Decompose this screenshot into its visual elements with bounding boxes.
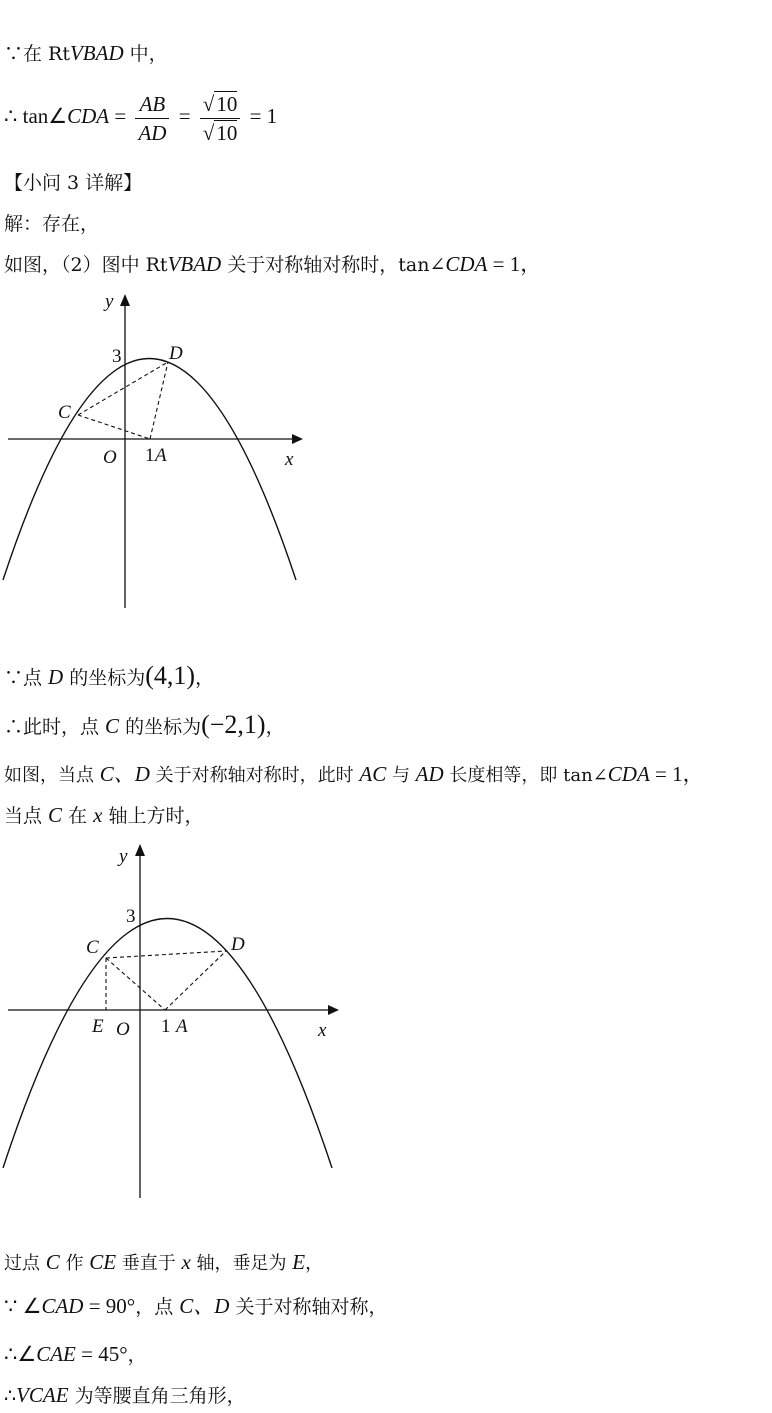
math-value: = 90° [83,1294,136,1318]
fraction-numerator: √10 [200,90,241,119]
math-angle: CDA [607,762,650,786]
section-heading: 【小问 3 详解】 [4,172,143,194]
y-axis-arrow [135,844,145,856]
y-axis-label: y [119,846,128,867]
segment-cd [78,362,168,415]
fraction-denominator: √10 [202,120,238,145]
text-span: 与 [386,765,416,786]
text-span: = 1， [649,762,704,786]
math-segment: AC [359,762,387,786]
math-coordinate: (−2,1) [201,710,266,739]
equation-tan-cda [4,86,277,147]
tick-label-3: 3 [112,346,122,367]
point-c-label: C [86,937,99,958]
tick-label-3: 3 [126,906,136,927]
math-triangle: VCAE [16,1383,69,1407]
text-span: 长度相等，即 tan∠ [443,765,608,786]
text-line-answer: 解：存在， [4,213,100,235]
text-span: 关于对称轴对称时，tan∠ [221,254,446,276]
math-segment: AD [415,762,444,786]
math-points: C、D [99,762,150,786]
math-variable: x [93,803,103,827]
text-span: 当点 [4,805,49,827]
fraction-numerator: AB [135,90,169,119]
point-e-label: E [92,1016,104,1037]
math-point: C [105,714,120,738]
parabola-curve [3,359,296,581]
math-result: = 1 [244,104,278,128]
text-span: ∴此时，点 [4,716,106,738]
point-c-label: C [58,402,71,423]
figure-2-parabola [0,835,345,1205]
text-line-11 [4,1293,387,1320]
sqrt-radicand: 10 [216,120,238,145]
text-span: ∵在 Rt [4,43,70,65]
point-d-label: D [169,343,183,364]
math-triangle: VBAD [167,252,222,276]
text-span: ， [305,1253,324,1274]
x-axis-label: x [285,449,294,470]
text-span: 中， [123,43,168,65]
segment-ca [106,958,165,1010]
segment-ca [78,415,150,439]
segment-ad [150,362,168,439]
text-span: ，点 [135,1296,180,1318]
math-angle: CAE [36,1342,76,1366]
fraction-denominator: AD [138,120,167,145]
point-a-label: A [176,1016,188,1037]
text-span: 的坐标为 [63,667,146,689]
fraction-sqrt10 [200,90,241,147]
math-text: ∴ tan∠ [4,104,68,128]
fraction-ab-ad [135,90,169,147]
origin-label: O [103,447,117,468]
parabola-curve [3,919,332,1169]
text-line-8 [4,761,704,789]
text-span: 轴，垂足为 [190,1253,293,1274]
math-coordinate: (4,1) [145,661,196,690]
x-axis-arrow [292,434,303,444]
segment-ad [165,951,226,1010]
text-span: ∴ [4,1385,17,1407]
tick-label-1: 1 [161,1016,171,1037]
math-angle: CDA [445,252,488,276]
text-span: 作 [59,1253,90,1274]
math-variable: x [181,1250,191,1274]
text-span: 的坐标为 [119,716,202,738]
text-line-6 [4,663,214,691]
text-span: 如图，（2）图中 Rt [4,254,168,276]
text-line-5 [4,251,541,278]
text-span: ， [127,1344,147,1366]
text-span: ∵点 [4,667,49,689]
text-span: 垂直于 [116,1253,182,1274]
math-point: E [292,1250,306,1274]
tick-label-1: 1 [145,445,155,466]
y-axis-arrow [120,294,130,306]
x-axis-label: x [318,1020,327,1041]
text-span: 关于对称轴对称时，此时 [149,765,360,786]
math-point: C [48,803,63,827]
segment-cd [106,951,226,958]
text-span: 过点 [4,1253,46,1274]
text-span: 如图，当点 [4,765,100,786]
math-angle: CAD [41,1294,84,1318]
text-span: 关于对称轴对称， [229,1296,388,1318]
text-span: ， [195,667,215,689]
point-a-label: A [155,445,167,466]
math-point: D [48,665,64,689]
math-text: ∵ ∠ [4,1294,42,1318]
point-d-label: D [231,934,245,955]
text-span: 为等腰直角三角形， [68,1385,246,1407]
text-line-10 [4,1249,323,1277]
text-span: 在 [62,805,94,827]
text-line-9 [4,802,204,829]
math-triangle: VBAD [69,41,124,65]
figure-1-parabola [0,285,320,615]
text-span: 轴上方时， [102,805,204,827]
origin-label: O [116,1019,130,1040]
math-equals: = [109,104,132,128]
sqrt-radicand: 10 [216,91,238,116]
text-line-1 [4,40,168,67]
math-text: ∴∠ [4,1342,37,1366]
y-axis-label: y [105,291,114,312]
math-point: C [45,1250,60,1274]
text-span: = 1， [487,252,542,276]
text-line-13 [4,1382,246,1409]
math-value: = 45° [75,1342,128,1366]
text-line-7 [4,712,285,740]
math-angle: CDA [67,104,110,128]
math-equals: = [173,104,196,128]
text-span: ， [265,716,285,738]
x-axis-arrow [328,1005,339,1015]
math-segment: CE [89,1250,117,1274]
text-line-12 [4,1341,147,1368]
math-points: C、D [179,1294,230,1318]
